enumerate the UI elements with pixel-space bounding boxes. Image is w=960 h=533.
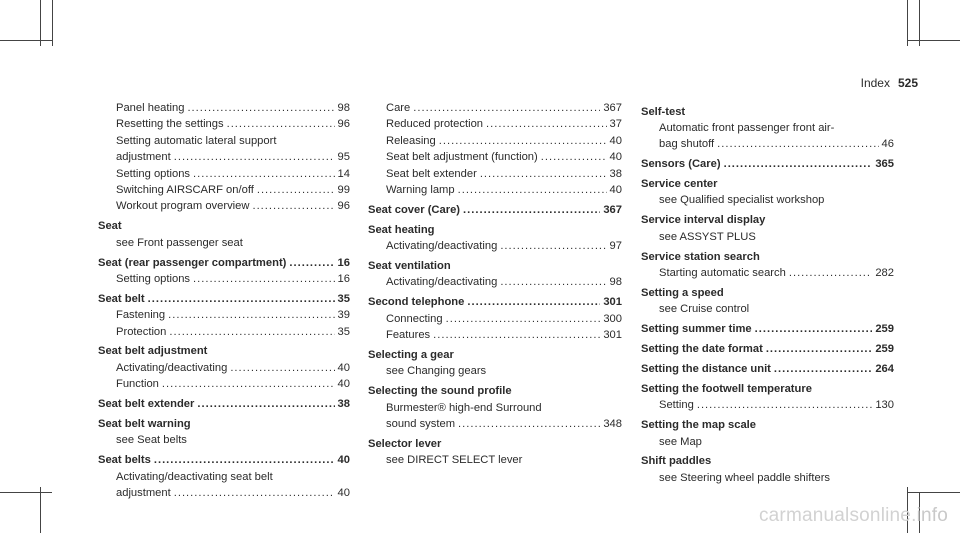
page-ref: 259	[875, 343, 894, 356]
index-subentry	[98, 324, 350, 340]
entry-text: Service interval display	[641, 214, 766, 227]
dot-leader	[227, 116, 335, 132]
index-heading	[641, 249, 894, 265]
page-ref: 46	[881, 138, 894, 151]
index-subentry	[368, 149, 622, 165]
index-heading	[98, 452, 350, 468]
index-subentry	[98, 485, 350, 501]
page-number: 525	[897, 76, 918, 90]
index-subentry	[98, 360, 350, 376]
dot-leader	[168, 307, 334, 323]
index-heading	[98, 343, 350, 359]
index-subentry	[641, 229, 894, 245]
entry-text: Sensors (Care)	[641, 158, 721, 171]
index-subentry	[98, 469, 350, 485]
entry-text: Shift paddles	[641, 455, 712, 468]
entry-text: see ASSYST PLUS	[659, 230, 756, 243]
entry-text: Seat cover (Care)	[368, 203, 461, 216]
crop-mark	[907, 40, 960, 41]
page-ref: 348	[603, 418, 622, 431]
dot-leader	[697, 397, 872, 413]
index-subentry	[641, 136, 894, 152]
watermark	[759, 505, 948, 527]
dot-leader	[230, 360, 334, 376]
dot-leader	[187, 100, 334, 116]
index-subentry	[641, 265, 894, 281]
page-ref: 35	[337, 325, 350, 338]
entry-text: Setting the map scale	[641, 419, 757, 432]
index-column-1	[98, 100, 350, 501]
entry-text: Reduced protection	[386, 118, 484, 131]
index-subentry	[641, 301, 894, 317]
entry-text: Seat ventilation	[368, 260, 451, 273]
entry-text: Activating/deactivating	[116, 361, 228, 374]
entry-text: Seat belt extender	[386, 167, 477, 180]
index-heading	[641, 361, 894, 377]
index-subentry	[641, 120, 894, 136]
entry-text: Protection	[116, 325, 167, 338]
index-subentry	[641, 192, 894, 208]
index-heading	[641, 453, 894, 469]
dot-leader	[467, 294, 600, 310]
entry-text: Fastening	[116, 309, 166, 322]
index-subentry	[98, 376, 350, 392]
index-subentry	[98, 149, 350, 165]
page-ref: 282	[875, 267, 894, 280]
page-ref: 259	[875, 323, 894, 336]
page-ref: 39	[337, 309, 350, 322]
entry-text: Service station search	[641, 250, 760, 263]
watermark-tld: info	[916, 505, 948, 526]
page-ref: 98	[609, 276, 622, 289]
entry-text: Workout program overview	[116, 200, 250, 213]
entry-text: Seat belts	[98, 454, 151, 467]
entry-text: bag shutoff	[659, 138, 715, 151]
entry-text: Resetting the settings	[116, 118, 224, 131]
index-subentry	[368, 400, 622, 416]
crop-mark	[52, 0, 53, 46]
entry-text: Function	[116, 378, 159, 391]
index-heading	[641, 321, 894, 337]
page-ref: 40	[609, 151, 622, 164]
index-heading	[641, 156, 894, 172]
dot-leader	[774, 361, 872, 377]
entry-text: Burmester® high-end Surround	[386, 401, 542, 414]
dot-leader	[257, 182, 335, 198]
entry-text: see Changing gears	[386, 365, 487, 378]
entry-text: adjustment	[116, 151, 171, 164]
index-subentry	[368, 274, 622, 290]
page-ref: 40	[337, 361, 350, 374]
entry-text: see Steering wheel paddle shifters	[659, 471, 831, 484]
index-heading	[98, 218, 350, 234]
entry-text: adjustment	[116, 487, 171, 500]
dot-leader	[500, 238, 606, 254]
page-ref: 130	[875, 399, 894, 412]
index-heading	[368, 222, 622, 238]
dot-leader	[289, 255, 334, 271]
entry-text: Activating/deactivating	[386, 240, 498, 253]
index-heading	[641, 176, 894, 192]
index-subentry	[368, 133, 622, 149]
index-heading	[98, 416, 350, 432]
page-header	[861, 76, 918, 90]
entry-text: Seat heating	[368, 223, 435, 236]
entry-text: Seat belt warning	[98, 418, 191, 431]
entry-text: Second telephone	[368, 296, 465, 309]
dot-leader	[541, 149, 607, 165]
dot-leader	[463, 202, 600, 218]
watermark-text: carmanualsonline	[758, 505, 912, 526]
entry-text: Seat	[98, 220, 122, 233]
crop-mark	[0, 40, 52, 41]
entry-text: Activating/deactivating seat belt	[116, 470, 273, 483]
index-subentry	[368, 452, 622, 468]
page-ref: 98	[337, 102, 350, 114]
page-ref: 40	[337, 454, 350, 467]
index-subentry	[368, 311, 622, 327]
page-ref: 35	[337, 292, 350, 305]
entry-text: Service center	[641, 178, 718, 191]
page-ref: 365	[875, 158, 894, 171]
page-ref: 40	[609, 134, 622, 147]
page-ref: 37	[609, 118, 622, 131]
page-ref: 367	[603, 102, 622, 114]
entry-text: Connecting	[386, 312, 443, 325]
index-subentry	[98, 432, 350, 448]
entry-text: Setting the distance unit	[641, 362, 771, 375]
watermark-dot: .	[911, 505, 917, 526]
entry-text: Automatic front passenger front air-	[659, 121, 835, 134]
dot-leader	[439, 133, 607, 149]
page-ref: 301	[603, 329, 622, 342]
dot-leader	[193, 271, 335, 287]
dot-leader	[197, 396, 334, 412]
entry-text: Panel heating	[116, 102, 185, 114]
index-subentry	[98, 133, 350, 149]
entry-text: see Cruise control	[659, 303, 750, 316]
page-ref: 264	[875, 362, 894, 375]
index-heading	[368, 202, 622, 218]
index-subentry	[368, 116, 622, 132]
index-heading	[368, 294, 622, 310]
entry-text: Setting the footwell temperature	[641, 382, 812, 395]
dot-leader	[446, 311, 601, 327]
entry-text: Setting options	[116, 272, 191, 285]
page-ref: 300	[603, 312, 622, 325]
page-ref: 367	[603, 203, 622, 216]
page-ref: 96	[337, 118, 350, 131]
entry-text: Seat (rear passenger compartment)	[98, 256, 287, 269]
entry-text: Seat belt adjustment	[98, 345, 208, 358]
entry-text: Warning lamp	[386, 183, 455, 196]
page-ref: 40	[337, 378, 350, 391]
index-heading	[368, 436, 622, 452]
index-heading	[641, 381, 894, 397]
index-subentry	[641, 397, 894, 413]
entry-text: Setting summer time	[641, 323, 752, 336]
page-ref: 97	[609, 240, 622, 253]
index-heading	[98, 291, 350, 307]
page-ref: 301	[603, 296, 622, 309]
page-ref: 95	[337, 151, 350, 164]
entry-text: Care	[386, 102, 411, 114]
dot-leader	[174, 149, 335, 165]
dot-leader	[766, 341, 873, 357]
page-ref: 38	[609, 167, 622, 180]
entry-text: Seat belt adjustment (function)	[386, 151, 538, 164]
index-subentry	[368, 100, 622, 116]
page-ref: 40	[337, 487, 350, 500]
dot-leader	[252, 198, 334, 214]
dot-leader	[154, 452, 335, 468]
index-heading	[641, 285, 894, 301]
index-heading	[641, 341, 894, 357]
index-heading	[368, 383, 622, 399]
entry-text: see Qualified specialist workshop	[659, 194, 825, 207]
dot-leader	[458, 182, 607, 198]
dot-leader	[717, 136, 878, 152]
entry-text: sound system	[386, 418, 456, 431]
index-column-2	[368, 100, 622, 469]
index-heading	[641, 104, 894, 120]
dot-leader	[169, 324, 334, 340]
dot-leader	[724, 156, 873, 172]
crop-mark	[40, 487, 41, 533]
header-title: Index	[860, 76, 890, 90]
index-subentry	[98, 307, 350, 323]
dot-leader	[458, 416, 600, 432]
dot-leader	[486, 116, 607, 132]
index-subentry	[368, 182, 622, 198]
dot-leader	[148, 291, 335, 307]
page-ref: 40	[609, 183, 622, 196]
entry-text: Setting	[659, 399, 694, 412]
entry-text: Selecting the sound profile	[368, 385, 512, 398]
crop-mark	[0, 492, 52, 493]
index-subentry	[368, 416, 622, 432]
crop-mark	[907, 492, 960, 493]
index-subentry	[368, 327, 622, 343]
entry-text: Seat belt	[98, 292, 145, 305]
index-subentry	[98, 198, 350, 214]
index-heading	[98, 255, 350, 271]
entry-text: Setting a speed	[641, 286, 724, 299]
dot-leader	[500, 274, 606, 290]
index-heading	[641, 417, 894, 433]
entry-text: Setting options	[116, 167, 191, 180]
entry-text: Features	[386, 329, 431, 342]
entry-text: Selector lever	[368, 437, 442, 450]
entry-text: Setting automatic lateral support	[116, 134, 277, 147]
index-subentry	[641, 470, 894, 486]
entry-text: Selecting a gear	[368, 348, 454, 361]
entry-text: Starting automatic search	[659, 267, 786, 280]
entry-text: Seat belt extender	[98, 398, 195, 411]
dot-leader	[755, 321, 873, 337]
page-ref: 16	[337, 272, 350, 285]
dot-leader	[162, 376, 335, 392]
entry-text: see Seat belts	[116, 434, 187, 447]
dot-leader	[174, 485, 335, 501]
index-heading	[368, 347, 622, 363]
index-subentry	[368, 166, 622, 182]
entry-text: Activating/deactivating	[386, 276, 498, 289]
page-ref: 16	[337, 256, 350, 269]
index-subentry	[98, 100, 350, 116]
entry-text: see DIRECT SELECT lever	[386, 454, 523, 467]
index-subentry	[368, 363, 622, 379]
entry-text: Setting the date format	[641, 343, 763, 356]
dot-leader	[480, 166, 607, 182]
page-ref: 99	[337, 183, 350, 196]
index-heading	[641, 212, 894, 228]
index-heading	[98, 396, 350, 412]
page-ref: 38	[337, 398, 350, 411]
index-subentry	[98, 182, 350, 198]
index-heading	[368, 258, 622, 274]
page-ref: 96	[337, 200, 350, 213]
index-subentry	[368, 238, 622, 254]
dot-leader	[413, 100, 600, 116]
entry-text: Self-test	[641, 105, 686, 118]
index-subentry	[98, 116, 350, 132]
index-subentry	[98, 166, 350, 182]
index-subentry	[98, 271, 350, 287]
entry-text: Switching AIRSCARF on/off	[116, 183, 254, 196]
entry-text: see Map	[659, 435, 702, 448]
entry-text: Releasing	[386, 134, 436, 147]
dot-leader	[193, 166, 335, 182]
index-column-3	[641, 100, 894, 486]
index-subentry	[98, 235, 350, 251]
dot-leader	[433, 327, 600, 343]
dot-leader	[789, 265, 872, 281]
index-subentry	[641, 434, 894, 450]
entry-text: see Front passenger seat	[116, 236, 243, 249]
page-ref: 14	[337, 167, 350, 180]
